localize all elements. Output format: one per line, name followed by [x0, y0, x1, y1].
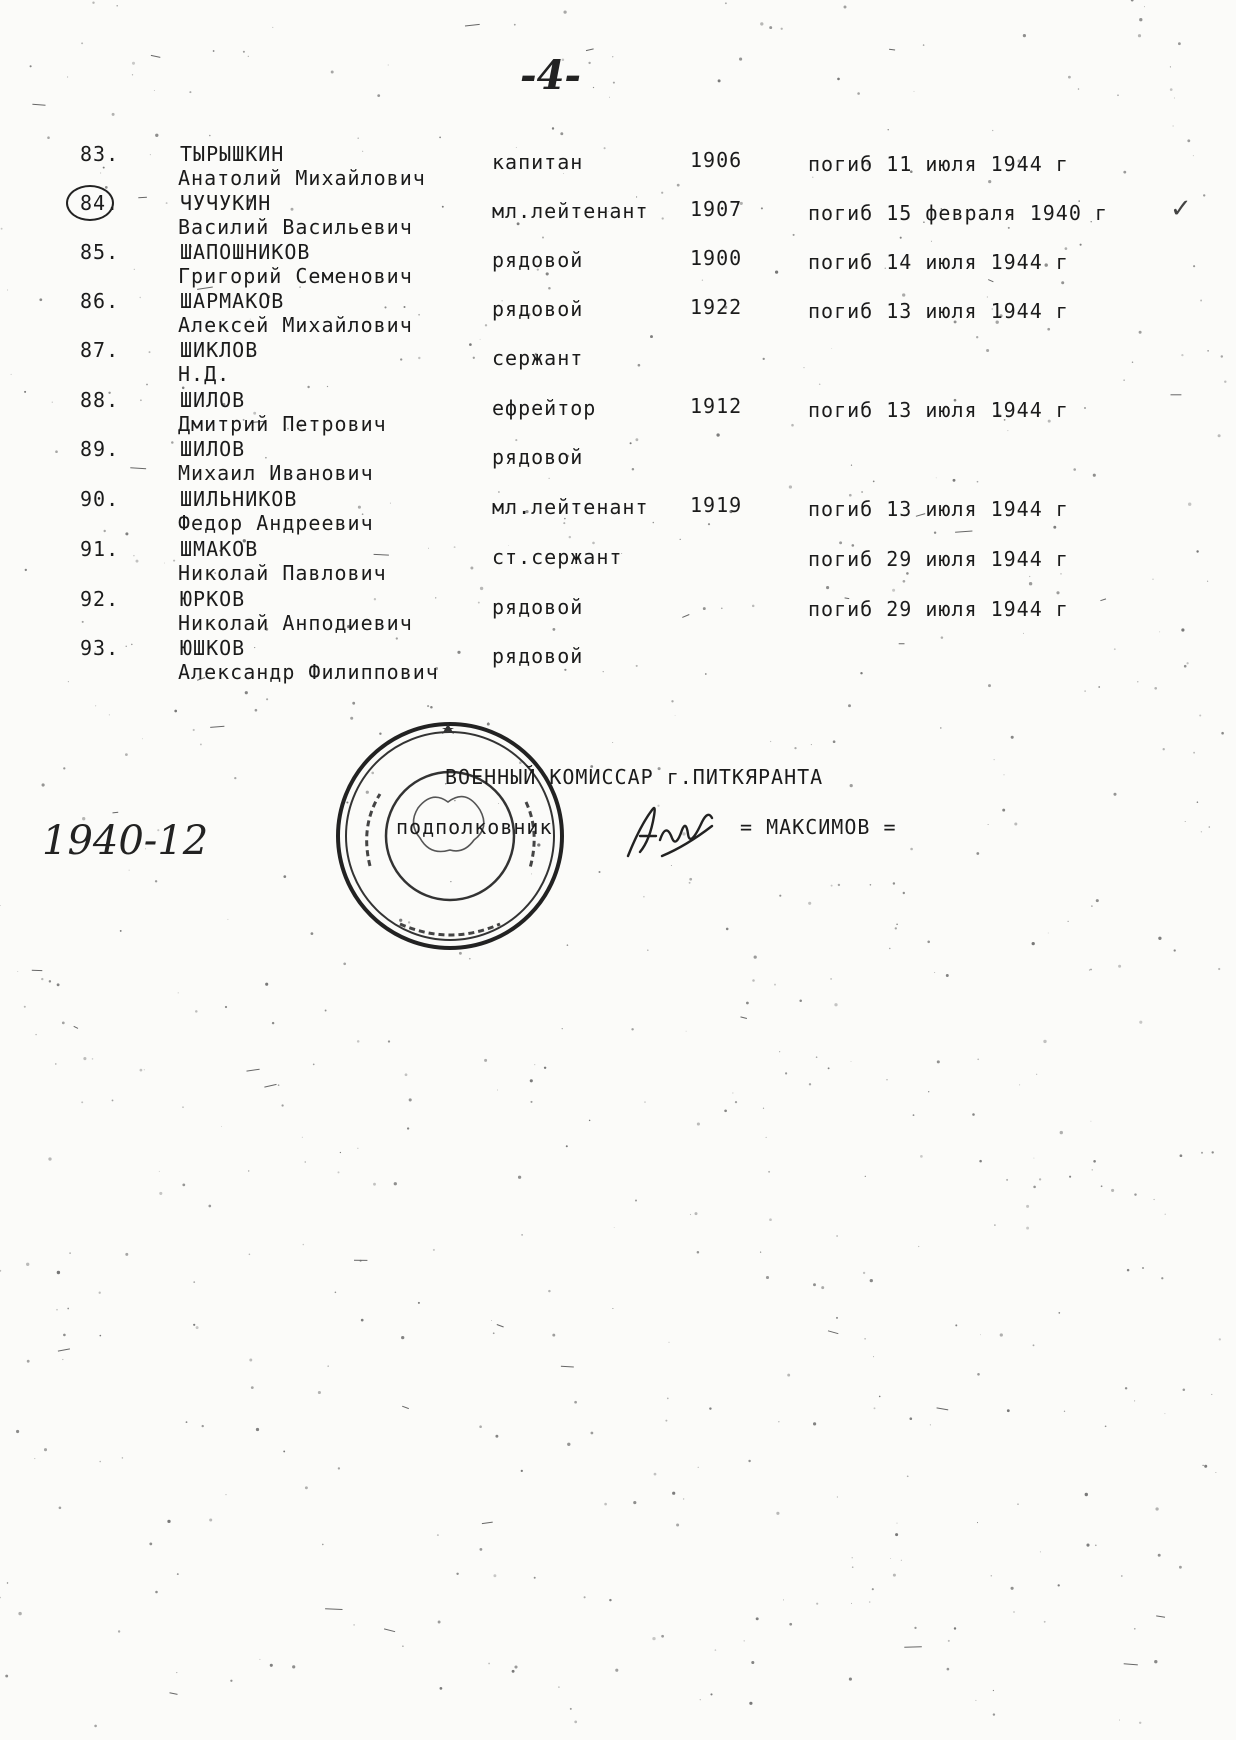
entry-birth-year: 1912: [690, 394, 743, 418]
entry-surname: ШМАКОВ: [180, 537, 259, 561]
entry-birth-year: 1922: [690, 295, 743, 319]
entry-given-name: Анатолий Михайлович: [178, 166, 426, 190]
list-item: [0, 537, 1236, 587]
entry-rank: капитан: [492, 150, 584, 174]
list-item: [0, 191, 1236, 241]
entry-surname: ШИЛЬНИКОВ: [180, 487, 298, 511]
entry-surname: ШИЛОВ: [180, 437, 246, 461]
entry-fate: погиб 29 июля 1944 г: [808, 547, 1069, 571]
signature-title: ВОЕННЫЙ КОМИССАР г.ПИТКЯРАНТА: [445, 765, 824, 789]
entry-given-name: Григорий Семенович: [178, 264, 413, 288]
list-item: [0, 487, 1236, 537]
entry-rank: ефрейтор: [492, 396, 597, 420]
entry-number: 84.: [80, 191, 120, 215]
handwritten-signature: [622, 800, 722, 866]
list-item: [0, 289, 1236, 339]
signature-rank: подполковник: [396, 815, 553, 839]
entry-fate: погиб 13 июля 1944 г: [808, 299, 1069, 323]
entry-surname: ТЫРЫШКИН: [180, 142, 285, 166]
entry-birth-year: 1919: [690, 493, 743, 517]
entry-given-name: Алексей Михайлович: [178, 313, 413, 337]
entry-given-name: Михаил Иванович: [178, 461, 374, 485]
entry-rank: мл.лейтенант: [492, 199, 649, 223]
entry-rank: рядовой: [492, 248, 584, 272]
check-mark-icon: ✓: [1170, 194, 1192, 224]
list-item: [0, 338, 1236, 388]
entry-rank: рядовой: [492, 297, 584, 321]
entry-rank: сержант: [492, 346, 584, 370]
entry-rank: рядовой: [492, 595, 584, 619]
entry-given-name: Александр Филиппович: [178, 660, 439, 684]
entry-surname: ШАРМАКОВ: [180, 289, 285, 313]
list-item: [0, 636, 1236, 686]
entry-given-name: Николай Анподиевич: [178, 611, 413, 635]
entry-number: 86.: [80, 289, 120, 313]
entry-surname: ШИЛОВ: [180, 388, 246, 412]
entry-rank: рядовой: [492, 445, 584, 469]
entry-rank: ст.сержант: [492, 545, 623, 569]
entry-number: 91.: [80, 537, 120, 561]
entry-given-name: Василий Васильевич: [178, 215, 413, 239]
list-item: [0, 240, 1236, 290]
entry-number: 83.: [80, 142, 120, 166]
entry-surname: ЧУЧУКИН: [180, 191, 272, 215]
entry-surname: ЮРКОВ: [180, 587, 246, 611]
entry-number: 88.: [80, 388, 120, 412]
entry-number: 87.: [80, 338, 120, 362]
entry-surname: ЮШКОВ: [180, 636, 246, 660]
entry-given-name: Дмитрий Петрович: [178, 412, 387, 436]
entry-rank: мл.лейтенант: [492, 495, 649, 519]
entry-fate: погиб 13 июля 1944 г: [808, 497, 1069, 521]
entry-number: 85.: [80, 240, 120, 264]
entry-given-name: Федор Андреевич: [178, 511, 374, 535]
entry-birth-year: 1900: [690, 246, 743, 270]
signature-name: = МАКСИМОВ =: [740, 815, 897, 839]
list-item: [0, 388, 1236, 438]
entry-birth-year: 1907: [690, 197, 743, 221]
entry-birth-year: 1906: [690, 148, 743, 172]
entry-fate: погиб 29 июля 1944 г: [808, 597, 1069, 621]
entry-number: 90.: [80, 487, 120, 511]
entry-number: 92.: [80, 587, 120, 611]
entry-given-name: Н.Д.: [178, 362, 231, 386]
entry-number: 89.: [80, 437, 120, 461]
list-item: [0, 142, 1236, 192]
list-item: [0, 437, 1236, 487]
entry-fate: погиб 11 июля 1944 г: [808, 152, 1069, 176]
entry-surname: ШИКЛОВ: [180, 338, 259, 362]
entry-fate: погиб 14 июля 1944 г: [808, 250, 1069, 274]
list-item: [0, 587, 1236, 637]
entry-rank: рядовой: [492, 644, 584, 668]
circle-mark-icon: [66, 185, 114, 221]
handwritten-date: 1940-12: [42, 818, 209, 864]
entry-surname: ШАПОШНИКОВ: [180, 240, 311, 264]
entry-fate: погиб 15 февраля 1940 г: [808, 201, 1108, 225]
entry-given-name: Николай Павлович: [178, 561, 387, 585]
entry-fate: погиб 13 июля 1944 г: [808, 398, 1069, 422]
entry-number: 93.: [80, 636, 120, 660]
page-number: -4-: [520, 52, 582, 99]
